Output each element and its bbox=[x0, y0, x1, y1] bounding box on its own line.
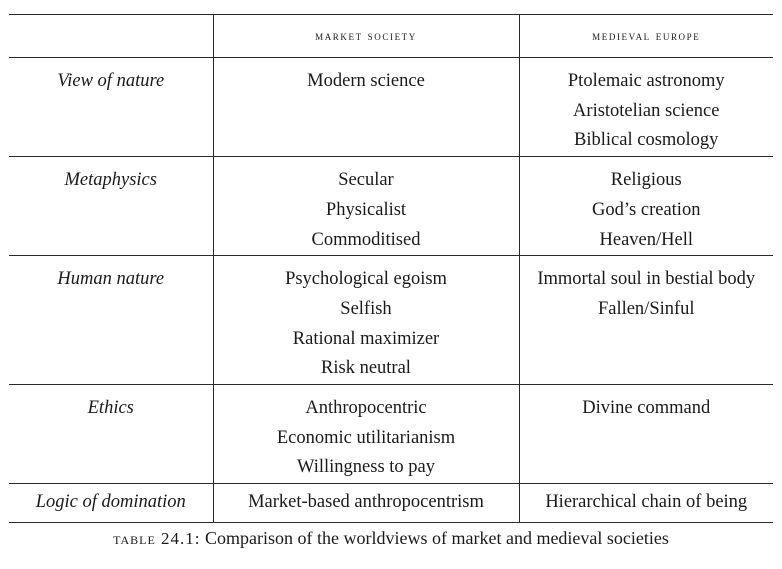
cell-line: Religious bbox=[610, 170, 682, 191]
market-cell bbox=[213, 157, 519, 256]
market-cell bbox=[213, 484, 519, 523]
cell-line: Hierarchical chain of being bbox=[545, 492, 748, 513]
row-label: Metaphysics bbox=[9, 157, 213, 256]
worldview-comparison-table bbox=[9, 14, 773, 523]
row-label: View of nature bbox=[9, 58, 213, 157]
cell-line: Ptolemaic astronomy bbox=[567, 71, 725, 91]
cell-line: Willingness to pay bbox=[297, 457, 435, 478]
market-cell bbox=[213, 58, 519, 157]
cell-line: Economic utilitarianism bbox=[276, 427, 456, 448]
cell-line: Divine command bbox=[582, 398, 711, 419]
cell-line: Physicalist bbox=[325, 199, 407, 220]
medieval-cell bbox=[519, 385, 773, 484]
cell-line: Heaven/Hell bbox=[599, 229, 693, 250]
cell-line: Selfish bbox=[340, 298, 392, 319]
cell-line: Risk neutral bbox=[321, 358, 411, 379]
cell-line: Psychological egoism bbox=[285, 269, 447, 290]
cell-line: Secular bbox=[338, 170, 394, 191]
cell-line: Aristotelian science bbox=[573, 100, 720, 121]
caption-text: Comparison of the worldviews of market and medieval societies bbox=[200, 528, 669, 548]
medieval-cell bbox=[519, 157, 773, 256]
header-empty-cell bbox=[9, 15, 213, 58]
cell-line: Rational maximizer bbox=[292, 328, 440, 349]
cell-line: Fallen/Sinful bbox=[597, 298, 695, 319]
caption-label: table 24.1: bbox=[113, 529, 201, 548]
cell-line: Biblical cosmology bbox=[574, 130, 719, 151]
table-row bbox=[9, 484, 773, 523]
header-market-society: market society bbox=[213, 15, 519, 58]
header-medieval-europe: medieval europe bbox=[519, 15, 773, 58]
row-label: Logic of domination bbox=[9, 484, 213, 523]
table-header-row bbox=[9, 15, 773, 58]
cell-line: Anthropocentric bbox=[305, 398, 427, 419]
market-cell bbox=[213, 256, 519, 385]
cell-line: Commoditised bbox=[311, 229, 421, 250]
cell-line: Immortal soul in bestial body bbox=[537, 269, 756, 290]
table-row bbox=[9, 385, 773, 484]
medieval-cell bbox=[519, 256, 773, 385]
table-caption bbox=[0, 528, 782, 549]
medieval-cell bbox=[519, 58, 773, 157]
cell-line: Market-based anthropocentrism bbox=[248, 492, 484, 513]
row-label: Ethics bbox=[9, 385, 213, 484]
table-row bbox=[9, 157, 773, 256]
cell-line: God’s creation bbox=[592, 199, 701, 220]
cell-line: Modern science bbox=[307, 71, 425, 91]
table-row bbox=[9, 256, 773, 385]
row-label: Human nature bbox=[9, 256, 213, 385]
market-cell bbox=[213, 385, 519, 484]
medieval-cell bbox=[519, 484, 773, 523]
table-row bbox=[9, 58, 773, 157]
